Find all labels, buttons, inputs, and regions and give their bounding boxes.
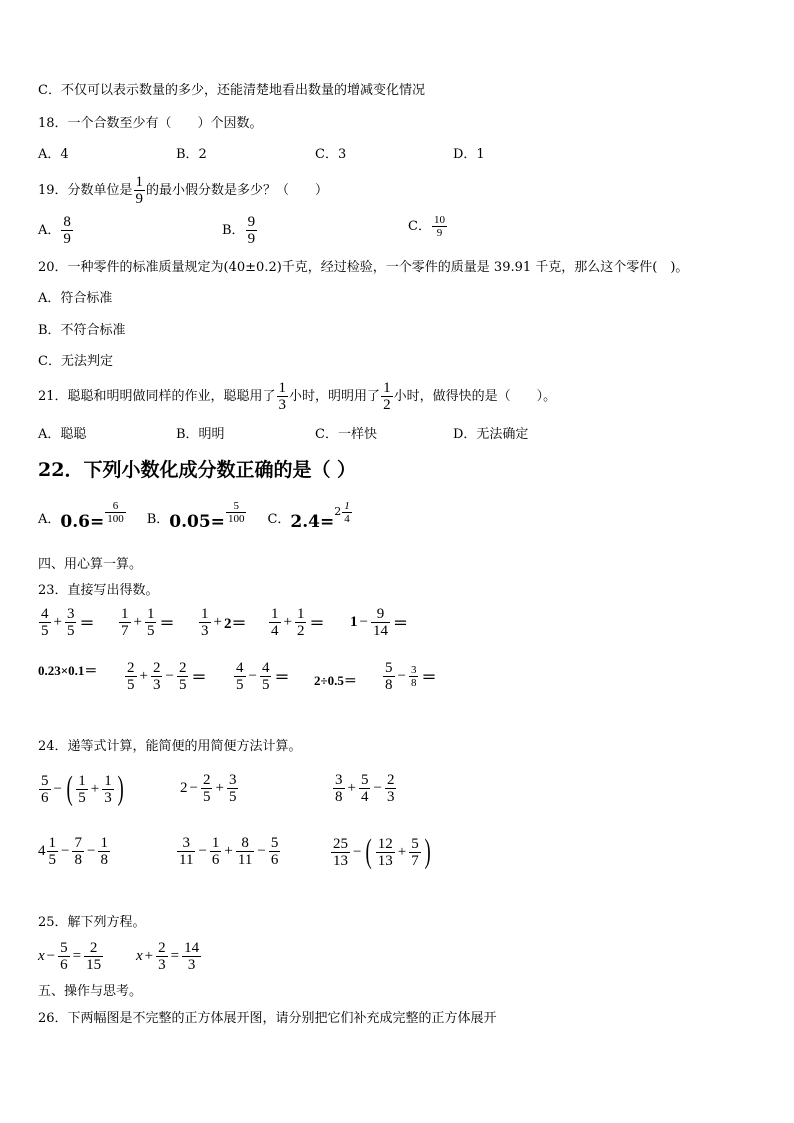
q23-expr-1: $\frac{4}{5}$ + $\frac{3}{5}$ ＝ xyxy=(41,606,95,639)
q20-stem: 20．一种零件的标准质量规定为(40±0.2)千克，经过检验，一个零件的质量是 39.91 千克，那么这个零件( )。 xyxy=(38,260,689,275)
q26-stem: 26．下两幅图是不完整的正方体展开图，请分别把它们补充成完整的正方体展开 xyxy=(38,1011,497,1026)
q19-unit-fraction: $\frac{1}{9}$ xyxy=(135,174,144,207)
q22-stem: 22．下列小数化成分数正确的是（ ） xyxy=(38,459,357,481)
q17-option-c: C．不仅可以表示数量的多少，还能清楚地看出数量的增减变化情况 xyxy=(38,83,425,98)
q21-option-b: B．明明 xyxy=(176,427,225,442)
q23-expr-2: $\frac{1}{7}$ + $\frac{1}{5}$ ＝ xyxy=(121,606,175,639)
q21-option-a: A．聪聪 xyxy=(38,427,87,442)
q24-expr-1: $\frac{5}{6}$ − ( $\frac{1}{5}$ + $\frac{1}{3}$ ) xyxy=(41,770,124,807)
q24-expr-6: $\frac{25}{13}$ − ( $\frac{12}{13}$ + $\frac{5}{7}$ ) xyxy=(333,833,431,870)
q24-stem: 24．递等式计算，能简便的用简便方法计算。 xyxy=(38,739,302,754)
q23-expr-4: $\frac{1}{4}$ + $\frac{1}{2}$ ＝ xyxy=(271,606,325,639)
q23-expr-10: $\frac{5}{8}$ − $\frac{3}{8}$ ＝ xyxy=(385,660,437,693)
q24-expr-3: $\frac{3}{8}$ + $\frac{5}{4}$ − $\frac{2}{3}$ xyxy=(335,772,395,805)
q22-options: A． 0.6= $\frac{6}{100}$ B． 0.05= $\frac{5}{100}$ C． 2.4= 2 $\frac{1}{4}$ xyxy=(38,500,350,532)
q23-expr-5: 1 − $\frac{9}{14}$ ＝ xyxy=(350,606,408,639)
q18-option-c: C．3 xyxy=(315,147,347,162)
q23-expr-9: 2÷0.5＝ xyxy=(314,673,357,688)
q18-option-a: A．4 xyxy=(38,147,69,162)
q21-option-d: D．无法确定 xyxy=(453,427,529,442)
q23-expr-8: $\frac{4}{5}$ − $\frac{4}{5}$ ＝ xyxy=(236,660,290,693)
q19-option-c: C． $\frac{10}{9}$ xyxy=(408,214,445,239)
q23-stem: 23．直接写出得数。 xyxy=(38,583,159,598)
q21-stem: 21．聪聪和明明做同样的作业，聪聪用了 $\frac{1}{3}$ 小时，明明用了 $\frac{1}{2}$ 小时，做得快的是（ ）。 xyxy=(38,380,557,413)
q18-option-b: B．2 xyxy=(176,147,207,162)
q24-expr-5: $\frac{3}{11}$ − $\frac{1}{6}$ + $\frac{8}{11}$ − $\frac{5}{6}$ xyxy=(179,835,279,868)
q24-expr-2: 2 − $\frac{2}{5}$ + $\frac{3}{5}$ xyxy=(180,772,237,805)
section-5-title: 五、操作与思考。 xyxy=(38,984,143,999)
q19-option-a: A． $\frac{8}{9}$ xyxy=(38,214,71,247)
q23-expr-7: $\frac{2}{5}$ + $\frac{2}{3}$ − $\frac{2}{5}$ ＝ xyxy=(127,660,207,693)
q20-option-c: C．无法判定 xyxy=(38,354,113,369)
q18-option-d: D．1 xyxy=(453,147,485,162)
q25-equation-1: x − $\frac{5}{6}$ = $\frac{2}{15}$ xyxy=(38,940,102,973)
q19-stem: 19．分数单位是 $\frac{1}{9}$ 的最小假分数是多少？（ ） xyxy=(38,174,329,207)
q20-option-a: A．符合标准 xyxy=(38,291,113,306)
q23-expr-3: $\frac{1}{3}$ + 2＝ xyxy=(201,606,247,639)
q18-stem: 18．一个合数至少有（ ）个因数。 xyxy=(38,116,263,131)
q25-equation-2: x + $\frac{2}{3}$ = $\frac{14}{3}$ xyxy=(136,940,200,973)
q20-option-b: B．不符合标准 xyxy=(38,323,126,338)
q21-option-c: C．一样快 xyxy=(315,427,377,442)
q19-option-b: B． $\frac{9}{9}$ xyxy=(222,214,256,247)
section-4-title: 四、用心算一算。 xyxy=(38,557,143,572)
q24-expr-4: 4 $\frac{1}{5}$ − $\frac{7}{8}$ − $\frac{1}{8}$ xyxy=(38,835,108,868)
q23-expr-6: 0.23×0.1＝ xyxy=(38,663,98,678)
q25-stem: 25．解下列方程。 xyxy=(38,915,146,930)
